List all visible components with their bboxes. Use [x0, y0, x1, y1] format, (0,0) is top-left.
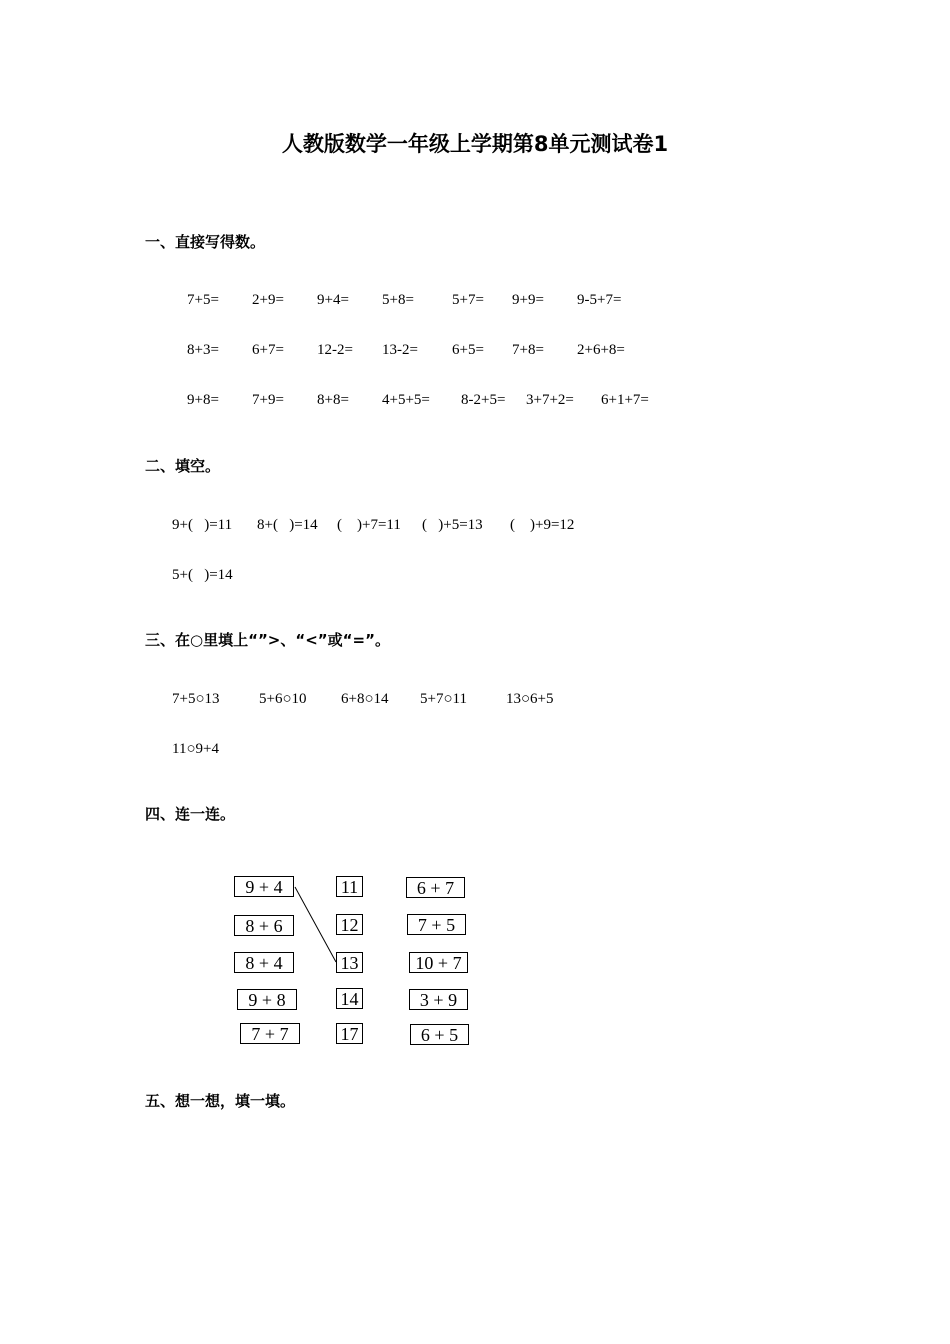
match-left-5: 7 + 7 — [240, 1023, 300, 1044]
s1-r2-c2: 6+7= — [252, 342, 284, 358]
match-middle-2: 12 — [336, 914, 363, 935]
s1-r1-c5: 5+7= — [452, 292, 484, 308]
s1-r2-c7: 2+6+8= — [577, 342, 625, 358]
s3-item-5: 13○6+5 — [506, 691, 554, 707]
match-left-1: 9 + 4 — [234, 876, 294, 897]
s1-r3-c3: 8+8= — [317, 392, 349, 408]
s1-r1-c7: 9-5+7= — [577, 292, 622, 308]
s1-r2-c3: 12-2= — [317, 342, 353, 358]
match-middle-3: 13 — [336, 952, 363, 973]
match-right-4: 3 + 9 — [409, 989, 468, 1010]
s1-r3-c7: 6+1+7= — [601, 392, 649, 408]
s2-item-5: ( )+9=12 — [510, 517, 575, 533]
match-middle-4: 14 — [336, 988, 363, 1009]
s2-item-1: 9+( )=11 — [172, 517, 233, 533]
match-right-2: 7 + 5 — [407, 914, 466, 935]
section-2-heading: 二、填空。 — [145, 457, 221, 475]
s3-item-2: 5+6○10 — [259, 691, 307, 707]
s1-r2-c1: 8+3= — [187, 342, 219, 358]
match-left-2: 8 + 6 — [234, 915, 294, 936]
s1-r3-c6: 3+7+2= — [526, 392, 574, 408]
section-1-heading: 一、直接写得数。 — [145, 233, 266, 251]
section-3-heading: 三、在○里填上“”>、“<”或“=”。 — [145, 631, 390, 649]
s1-r3-c5: 8-2+5= — [461, 392, 506, 408]
s1-r2-c4: 13-2= — [382, 342, 418, 358]
section-4-heading: 四、连一连。 — [145, 805, 236, 823]
s1-r2-c5: 6+5= — [452, 342, 484, 358]
section-5-heading: 五、想一想，填一填。 — [145, 1092, 296, 1110]
s2-item-4: ( )+5=13 — [422, 517, 483, 533]
s3-item-3: 6+8○14 — [341, 691, 389, 707]
s2-item-3: ( )+7=11 — [337, 517, 401, 533]
s1-r1-c6: 9+9= — [512, 292, 544, 308]
match-line-9plus4-to-13 — [295, 887, 336, 962]
match-middle-1: 11 — [336, 876, 363, 897]
s3-item-1: 7+5○13 — [172, 691, 220, 707]
s2-item-6: 5+( )=14 — [172, 567, 233, 583]
match-left-4: 9 + 8 — [237, 989, 297, 1010]
match-left-3: 8 + 4 — [234, 952, 294, 973]
match-right-5: 6 + 5 — [410, 1024, 469, 1045]
match-right-1: 6 + 7 — [406, 877, 465, 898]
page-title: 人教版数学一年级上学期第8单元测试卷1 — [281, 132, 669, 156]
s1-r2-c6: 7+8= — [512, 342, 544, 358]
s1-r1-c2: 2+9= — [252, 292, 284, 308]
match-middle-5: 17 — [336, 1023, 363, 1044]
s1-r3-c1: 9+8= — [187, 392, 219, 408]
s3-item-4: 5+7○11 — [420, 691, 467, 707]
s1-r3-c2: 7+9= — [252, 392, 284, 408]
s3-item-6: 11○9+4 — [172, 741, 219, 757]
s2-item-2: 8+( )=14 — [257, 517, 318, 533]
s1-r1-c3: 9+4= — [317, 292, 349, 308]
s1-r1-c1: 7+5= — [187, 292, 219, 308]
s1-r3-c4: 4+5+5= — [382, 392, 430, 408]
match-right-3: 10 + 7 — [409, 952, 468, 973]
s1-r1-c4: 5+8= — [382, 292, 414, 308]
